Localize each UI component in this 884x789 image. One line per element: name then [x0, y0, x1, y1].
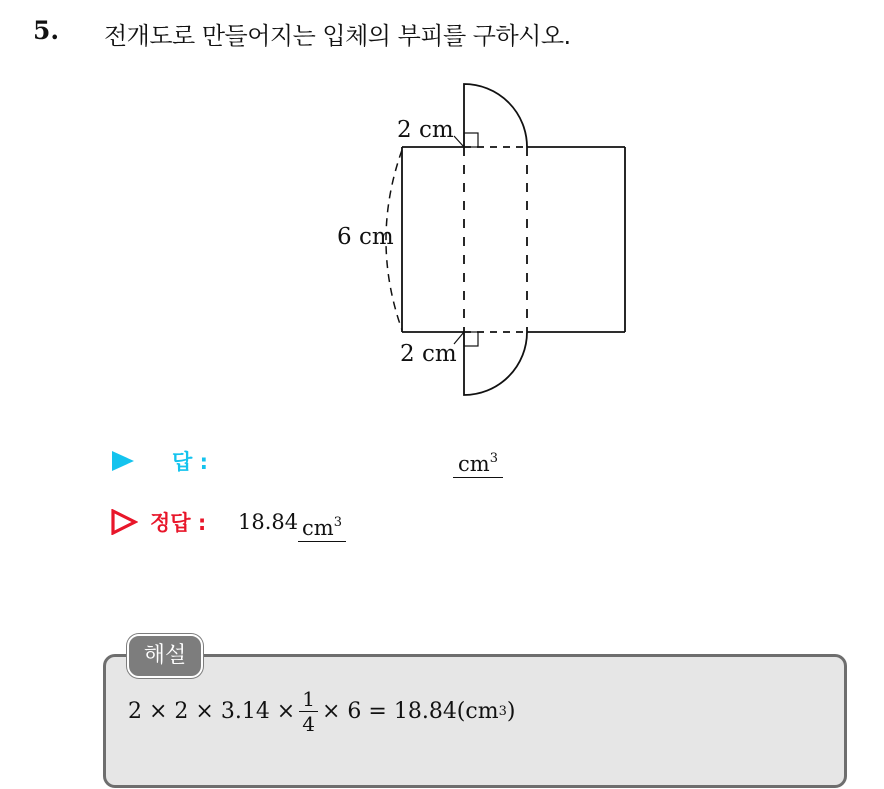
- formula-close: ): [506, 699, 516, 724]
- answer-label: 답 :: [172, 450, 208, 474]
- formula-unit: cm: [465, 699, 499, 724]
- top-right-angle-mark: [464, 133, 478, 147]
- formula-unit-exp: 3: [498, 704, 507, 719]
- solution-tag: 해설: [127, 634, 203, 678]
- answer-unit-exp: 3: [489, 451, 498, 466]
- label-top-radius: 2 cm: [397, 117, 454, 143]
- bottom-quarter-circle: [464, 332, 527, 395]
- question-number: 5.: [33, 16, 60, 45]
- answer-unit[interactable]: [453, 446, 503, 478]
- answer-unit-text: cm: [458, 452, 490, 476]
- question-text: 전개도로 만들어지는 입체의 부피를 구하시오.: [104, 22, 571, 50]
- correct-label: 정답 :: [150, 511, 207, 535]
- top-leader: [454, 136, 464, 147]
- fraction: [299, 687, 318, 736]
- formula-right: × 6 = 18.84(: [321, 699, 466, 724]
- fraction-numerator: 1: [299, 687, 318, 712]
- correct-unit-text: cm: [302, 516, 334, 540]
- answer-row: [110, 446, 530, 476]
- fraction-denominator: 4: [302, 712, 315, 736]
- bottom-right-angle-mark: [464, 332, 478, 346]
- label-height: 6 cm: [337, 224, 394, 250]
- formula-left: 2 × 2 × 3.14 ×: [128, 699, 296, 724]
- correct-answer-row: [110, 507, 530, 540]
- correct-unit: [298, 510, 346, 542]
- solution-box: [103, 654, 847, 788]
- label-bottom-radius: 2 cm: [400, 341, 457, 367]
- correct-value: 18.84: [238, 510, 299, 534]
- top-quarter-circle: [464, 84, 527, 147]
- correct-unit-exp: 3: [333, 515, 342, 530]
- play-outline-icon: [110, 509, 138, 535]
- play-filled-icon: [110, 450, 136, 472]
- solution-formula: [128, 687, 515, 736]
